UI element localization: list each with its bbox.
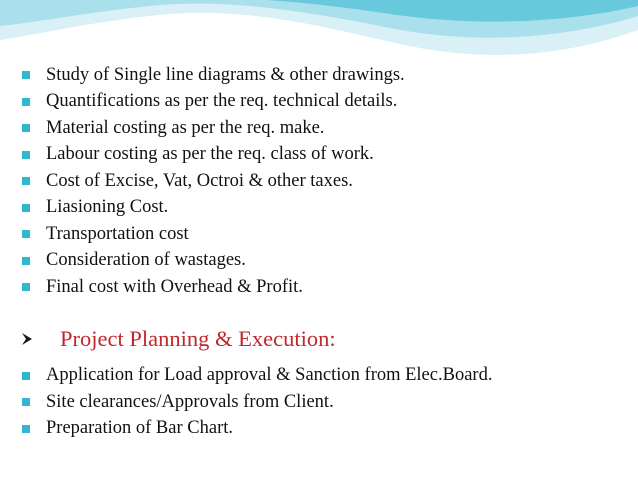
list-item-text: Liasioning Cost. (46, 197, 169, 218)
list-item (20, 274, 630, 301)
square-bullet-icon (22, 98, 30, 106)
list-item (20, 363, 630, 390)
list-item-text: Consideration of wastages. (46, 250, 246, 271)
project-execution-list (20, 363, 630, 443)
list-item (20, 62, 630, 89)
list-item-text: Transportation cost (46, 223, 189, 244)
square-bullet-icon (22, 71, 30, 79)
list-item-text: Cost of Excise, Vat, Octroi & other taxes. (46, 170, 353, 191)
list-item-text: Site clearances/Approvals from Client. (46, 391, 334, 412)
list-item-text: Final cost with Overhead & Profit. (46, 276, 303, 297)
list-item-text: Quantifications as per the req. technical details. (46, 91, 398, 112)
cost-estimation-list (20, 62, 630, 301)
square-bullet-icon (22, 283, 30, 291)
list-item-text: Study of Single line diagrams & other drawings. (46, 64, 405, 85)
list-item-text: Labour costing as per the req. class of work. (46, 144, 374, 165)
list-item-text: Preparation of Bar Chart. (46, 418, 233, 439)
section-heading (20, 319, 630, 359)
arrow-bullet-icon (21, 332, 33, 346)
list-item-text: Application for Load approval & Sanction from Elec.Board. (46, 365, 493, 386)
list-item (20, 89, 630, 116)
square-bullet-icon (22, 398, 30, 406)
list-item (20, 142, 630, 169)
slide-content (20, 62, 630, 442)
square-bullet-icon (22, 204, 30, 212)
square-bullet-icon (22, 177, 30, 185)
list-item (20, 115, 630, 142)
list-item (20, 221, 630, 248)
square-bullet-icon (22, 425, 30, 433)
square-bullet-icon (22, 151, 30, 159)
square-bullet-icon (22, 372, 30, 380)
list-item (20, 195, 630, 222)
square-bullet-icon (22, 124, 30, 132)
list-item (20, 168, 630, 195)
square-bullet-icon (22, 230, 30, 238)
square-bullet-icon (22, 257, 30, 265)
list-item (20, 389, 630, 416)
list-item (20, 416, 630, 443)
section-heading-text: Project Planning & Execution: (60, 325, 336, 351)
header-wave-decoration (0, 0, 638, 64)
list-item-text: Material costing as per the req. make. (46, 117, 325, 138)
list-item (20, 248, 630, 275)
